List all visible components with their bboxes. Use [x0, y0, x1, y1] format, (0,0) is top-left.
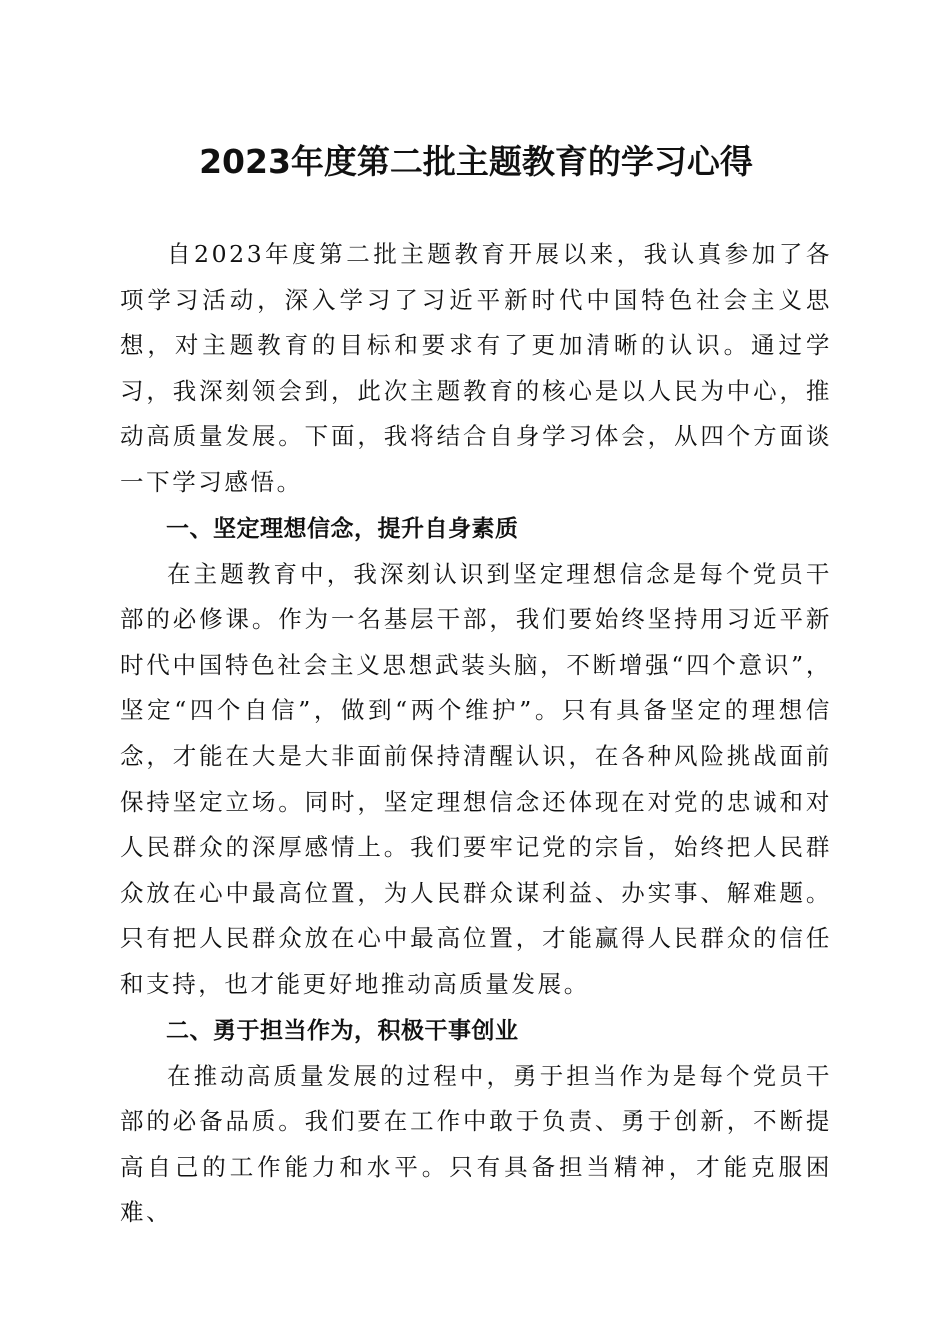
intro-paragraph: 自2023年度第二批主题教育开展以来，我认真参加了各项学习活动，深入学习了习近平新时代中国特色社会主义思想，对主题教育的目标和要求有了更加清晰的认识。通过学习，我深刻领会到，此次主题教育的核心是以人民为中心，推动高质量发展。下面，我将结合自身学习体会，从四个方面谈一下学习感悟。 — [120, 240, 832, 496]
section-heading-1: 一、坚定理想信念，提升自身素质 — [166, 515, 519, 542]
section-paragraph-1: 在主题教育中，我深刻认识到坚定理想信念是每个党员干部的必修课。作为一名基层干部，我们要始终坚持用习近平新时代中国特色社会主义思想武装头脑，不断增强“四个意识”，坚定“四个自信”，做到“两个维护”。只有具备坚定的理想信念，才能在大是大非面前保持清醒认识，在各种风险挑战面前保持坚定立场。同时，坚定理想信念还体现在对党的忠诚和对人民群众的深厚感情上。我们要牢记党的宗旨，始终把人民群众放在心中最高位置，为人民群众谋利益、办实事、解难题。只有把人民群众放在心中最高位置，才能赢得人民群众的信任和支持，也才能更好地推动高质量发展。 — [120, 559, 832, 998]
section-paragraph-2: 在推动高质量发展的过程中，勇于担当作为是每个党员干部的必备品质。我们要在工作中敢于负责、勇于创新，不断提高自己的工作能力和水平。只有具备担当精神，才能克服困难、 — [120, 1061, 832, 1227]
document-title: 2023年度第二批主题教育的学习心得 — [199, 142, 753, 181]
section-heading-2: 二、勇于担当作为，积极干事创业 — [166, 1017, 519, 1044]
document-body — [120, 232, 832, 1236]
